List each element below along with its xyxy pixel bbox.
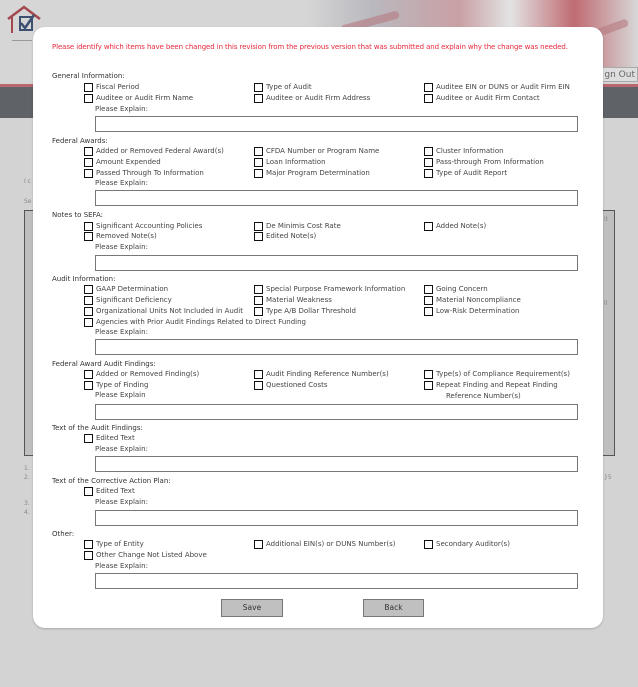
checkbox-box[interactable] <box>84 381 93 390</box>
checkbox-box[interactable] <box>424 285 433 294</box>
checkbox-material-noncompliance[interactable]: Material Noncompliance <box>424 296 521 305</box>
checkbox-compliance-requirements[interactable]: Type(s) of Compliance Requirement(s) <box>424 370 570 379</box>
checkbox-edited-text-findings[interactable]: Edited Text <box>84 434 135 443</box>
explain-label: Please Explain: <box>95 562 148 570</box>
checkbox-box[interactable] <box>424 296 433 305</box>
checkbox-box[interactable] <box>254 169 263 178</box>
checkbox-box[interactable] <box>424 381 433 390</box>
bg-text: Se <box>24 198 32 205</box>
checkbox-box[interactable] <box>254 285 263 294</box>
logo-underline <box>12 40 32 41</box>
bg-text: }5 <box>604 474 612 481</box>
checkbox-pass-through-from[interactable]: Pass-through From Information <box>424 158 544 167</box>
checkbox-type-ab-threshold[interactable]: Type A/B Dollar Threshold <box>254 307 356 316</box>
checkbox-low-risk-determination[interactable]: Low-Risk Determination <box>424 307 519 316</box>
checkbox-repeat-finding[interactable]: Repeat Finding and Repeat Finding <box>424 381 558 390</box>
bg-text: it <box>604 216 609 223</box>
checkbox-box[interactable] <box>424 370 433 379</box>
checkbox-auditee-address[interactable]: Auditee or Audit Firm Address <box>254 94 370 103</box>
checkbox-box[interactable] <box>84 540 93 549</box>
sign-out-button[interactable]: gn Out <box>588 67 638 82</box>
checkbox-auditee-contact[interactable]: Auditee or Audit Firm Contact <box>424 94 540 103</box>
bg-text: ll <box>604 300 608 307</box>
checkbox-box[interactable] <box>84 147 93 156</box>
checkbox-box[interactable] <box>424 222 433 231</box>
checkbox-auditee-ein[interactable]: Auditee EIN or DUNS or Audit Firm EIN <box>424 83 570 92</box>
checkbox-box[interactable] <box>254 296 263 305</box>
save-button[interactable]: Save <box>221 599 283 617</box>
checkbox-type-of-entity[interactable]: Type of Entity <box>84 540 144 549</box>
section-title-notes-to-sefa: Notes to SEFA: <box>52 211 103 219</box>
checkbox-box[interactable] <box>424 540 433 549</box>
checkbox-box[interactable] <box>84 222 93 231</box>
checkbox-box[interactable] <box>84 551 93 560</box>
checkbox-cluster-information[interactable]: Cluster Information <box>424 147 504 156</box>
explain-label: Please Explain: <box>95 179 148 187</box>
section-title-federal-awards: Federal Awards: <box>52 137 108 145</box>
bg-text: I c <box>24 178 31 185</box>
explain-input-audit-information[interactable] <box>95 339 578 355</box>
checkbox-box[interactable] <box>254 158 263 167</box>
explain-input-text-findings[interactable] <box>95 456 578 472</box>
explain-input-findings[interactable] <box>95 404 578 420</box>
checkbox-box[interactable] <box>254 83 263 92</box>
checkbox-box[interactable] <box>254 94 263 103</box>
checkbox-box[interactable] <box>424 158 433 167</box>
bg-list-number: 4. <box>24 509 30 516</box>
checkbox-type-of-audit[interactable]: Type of Audit <box>254 83 312 92</box>
checkbox-box[interactable] <box>254 540 263 549</box>
section-title-other: Other: <box>52 530 75 538</box>
checkbox-organizational-units[interactable]: Organizational Units Not Included in Audit <box>84 307 243 316</box>
section-title-text-of-audit-findings: Text of the Audit Findings: <box>52 424 143 432</box>
checkbox-box[interactable] <box>84 434 93 443</box>
revision-changes-dialog <box>33 27 603 628</box>
section-title-general-information: General Information: <box>52 72 125 80</box>
checkbox-box[interactable] <box>84 94 93 103</box>
back-button[interactable]: Back <box>363 599 424 617</box>
checkbox-agencies-prior-findings[interactable]: Agencies with Prior Audit Findings Related to Direct Funding <box>84 318 306 327</box>
checkbox-box[interactable] <box>84 487 93 496</box>
checkbox-going-concern[interactable]: Going Concern <box>424 285 488 294</box>
repeat-finding-label-continued: Reference Number(s) <box>446 392 521 400</box>
checkbox-special-purpose-framework[interactable]: Special Purpose Framework Information <box>254 285 405 294</box>
checkbox-box[interactable] <box>84 285 93 294</box>
explain-label: Please Explain: <box>95 445 148 453</box>
checkbox-material-weakness[interactable]: Material Weakness <box>254 296 332 305</box>
checkbox-cfda-number[interactable]: CFDA Number or Program Name <box>254 147 379 156</box>
checkbox-box[interactable] <box>424 147 433 156</box>
explain-label: Please Explain: <box>95 243 148 251</box>
explain-label: Please Explain: <box>95 105 148 113</box>
checkbox-type-of-audit-report[interactable]: Type of Audit Report <box>424 169 507 178</box>
section-title-federal-award-audit-findings: Federal Award Audit Findings: <box>52 360 156 368</box>
explain-input-general[interactable] <box>95 116 578 132</box>
checkbox-box[interactable] <box>254 370 263 379</box>
checkbox-amount-expended[interactable]: Amount Expended <box>84 158 161 167</box>
checkbox-fiscal-period[interactable]: Fiscal Period <box>84 83 139 92</box>
checkbox-auditee-name[interactable]: Auditee or Audit Firm Name <box>84 94 193 103</box>
bg-list-number: 2. <box>24 474 30 481</box>
checkbox-box[interactable] <box>84 83 93 92</box>
checkbox-removed-notes[interactable]: Removed Note(s) <box>84 232 157 241</box>
checkbox-additional-ein-duns[interactable]: Additional EIN(s) or DUNS Number(s) <box>254 540 395 549</box>
explain-input-other[interactable] <box>95 573 578 589</box>
checkbox-major-program[interactable]: Major Program Determination <box>254 169 370 178</box>
checkbox-box[interactable] <box>424 83 433 92</box>
section-title-text-of-corrective-action-plan: Text of the Corrective Action Plan: <box>52 477 171 485</box>
checkbox-box[interactable] <box>254 147 263 156</box>
checkbox-questioned-costs[interactable]: Questioned Costs <box>254 381 328 390</box>
checkbox-added-removed-findings[interactable]: Added or Removed Finding(s) <box>84 370 199 379</box>
explain-label: Please Explain <box>95 391 146 399</box>
checkbox-edited-text-cap[interactable]: Edited Text <box>84 487 135 496</box>
checkbox-box[interactable] <box>84 318 93 327</box>
checkbox-box[interactable] <box>424 307 433 316</box>
checkbox-box[interactable] <box>254 222 263 231</box>
checkbox-box[interactable] <box>424 94 433 103</box>
checkbox-secondary-auditors[interactable]: Secondary Auditor(s) <box>424 540 510 549</box>
checkbox-loan-information[interactable]: Loan Information <box>254 158 326 167</box>
checkbox-edited-notes[interactable]: Edited Note(s) <box>254 232 316 241</box>
checkbox-box[interactable] <box>84 232 93 241</box>
explain-input-notes-sefa[interactable] <box>95 255 578 271</box>
checkbox-box[interactable] <box>84 169 93 178</box>
explain-input-federal-awards[interactable] <box>95 190 578 206</box>
checkbox-added-notes[interactable]: Added Note(s) <box>424 222 486 231</box>
checkbox-other-change[interactable]: Other Change Not Listed Above <box>84 551 207 560</box>
bg-list-number: 1. <box>24 465 30 472</box>
explain-input-text-cap[interactable] <box>95 510 578 526</box>
checkbox-significant-accounting-policies[interactable]: Significant Accounting Policies <box>84 222 202 231</box>
checkbox-passed-through-to[interactable]: Passed Through To Information <box>84 169 204 178</box>
checkbox-box[interactable] <box>254 381 263 390</box>
explain-label: Please Explain: <box>95 498 148 506</box>
section-title-audit-information: Audit Information: <box>52 275 116 283</box>
instruction-text: Please identify which items have been changed in this revision from the previous version that was submitted and explain why the change was needed. <box>52 43 568 51</box>
checkbox-box[interactable] <box>254 307 263 316</box>
checkbox-box[interactable] <box>424 169 433 178</box>
bg-list-number: 3. <box>24 500 30 507</box>
checkbox-significant-deficiency[interactable]: Significant Deficiency <box>84 296 172 305</box>
checkbox-de-minimis-cost-rate[interactable]: De Minimis Cost Rate <box>254 222 341 231</box>
checkbox-box[interactable] <box>84 296 93 305</box>
checkbox-added-removed-award[interactable]: Added or Removed Federal Award(s) <box>84 147 224 156</box>
checkbox-box[interactable] <box>254 232 263 241</box>
checkbox-finding-reference-numbers[interactable]: Audit Finding Reference Number(s) <box>254 370 389 379</box>
checkbox-box[interactable] <box>84 370 93 379</box>
explain-label: Please Explain: <box>95 328 148 336</box>
checkbox-box[interactable] <box>84 307 93 316</box>
checkbox-type-of-finding[interactable]: Type of Finding <box>84 381 148 390</box>
checkbox-gaap-determination[interactable]: GAAP Determination <box>84 285 168 294</box>
checkbox-box[interactable] <box>84 158 93 167</box>
